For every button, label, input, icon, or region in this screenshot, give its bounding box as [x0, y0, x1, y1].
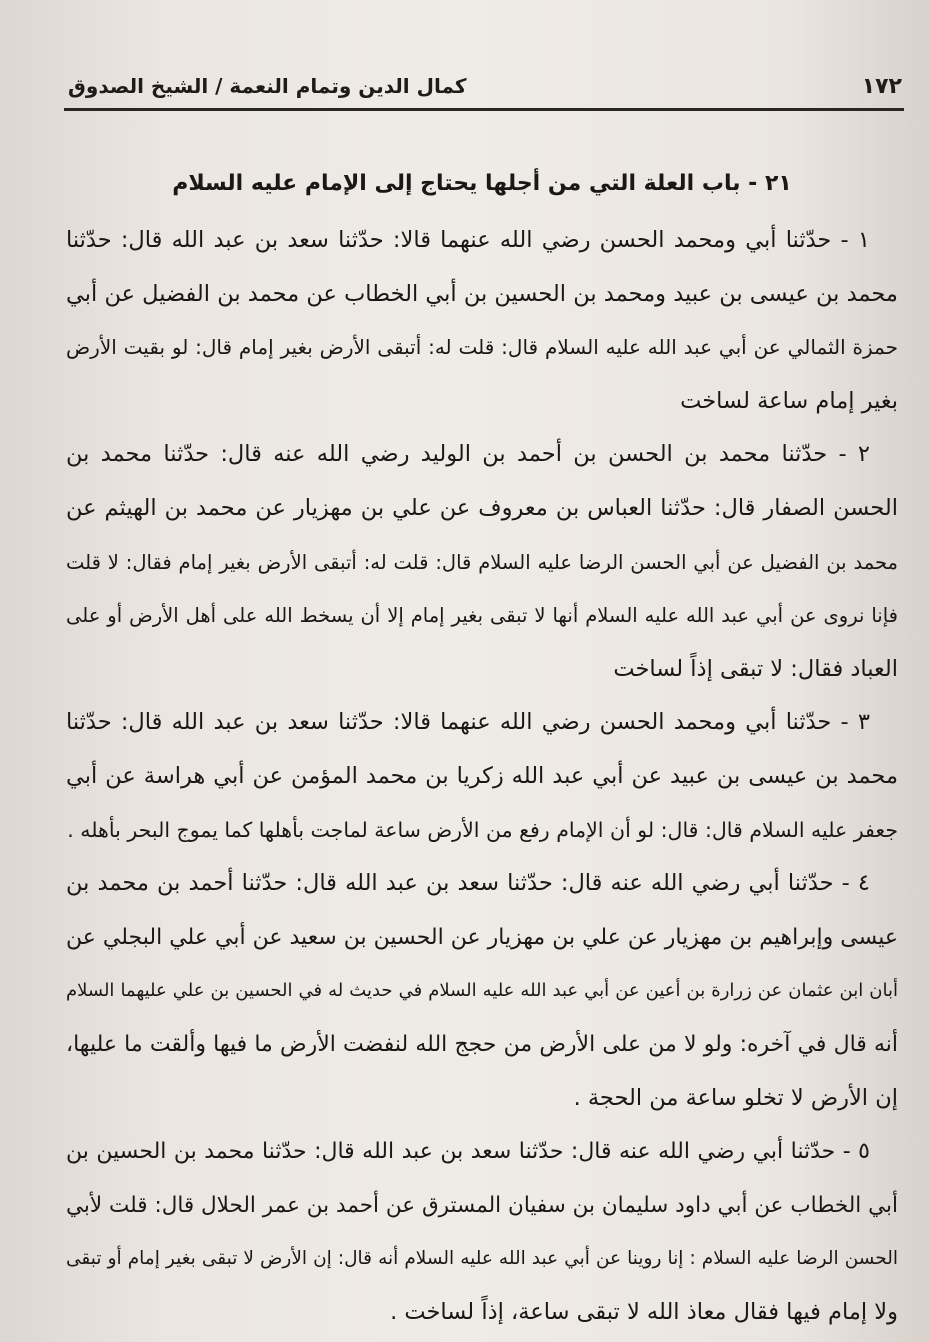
text-line: إن الأرض لا تخلو ساعة من الحجة .: [573, 1084, 898, 1111]
text-line: ٤ - حدّثنا أبي رضي الله عنه قال: حدّثنا سعد بن عبد الله قال: حدّثنا أحمد بن محمد بن: [66, 870, 870, 897]
text-line: ٥ - حدّثنا أبي رضي الله عنه قال: حدّثنا سعد بن عبد الله قال: حدّثنا محمد بن الحسين بن: [66, 1139, 870, 1165]
text-line: محمد بن عيسى بن عبيد عن أبي عبد الله زكريا بن محمد المؤمن عن أبي هراسة عن أبي: [66, 762, 898, 789]
text-line: أنه قال في آخره: ولو لا من على الأرض من حجج الله لنفضت الأرض ما فيها وألقت ما عليها،: [66, 1031, 898, 1057]
text-line: محمد بن الفضيل عن أبي الحسن الرضا عليه السلام قال: قلت له: أتبقى الأرض بغير إمام فقال: لا قلت: [66, 550, 898, 574]
page-body: [66, 160, 898, 1339]
text-line: أبي الخطاب عن أبي داود سليمان بن سفيان المسترق عن أحمد بن عمر الحلال قال: قلت لأبي: [66, 1192, 898, 1218]
running-title: كمال الدين وتمام النعمة / الشيخ الصدوق: [68, 74, 467, 98]
text-line: ٢ - حدّثنا محمد بن الحسن بن أحمد بن الوليد رضي الله عنه قال: حدّثنا محمد بن: [66, 441, 870, 468]
text-line: عيسى وإبراهيم بن مهزيار عن علي بن مهزيار عن الحسين بن سعيد عن أبي علي البجلي عن: [66, 924, 898, 950]
text-line: حمزة الثمالي عن أبي عبد الله عليه السلام قال: قلت له: أتبقى الأرض بغير إمام قال: لو بقيت الأرض: [66, 335, 898, 360]
text-line: الحسن الرضا عليه السلام : إنا روينا عن أبي عبد الله عليه السلام أنه قال: إن الأرض لا تبقى بغير إمام أو تبقى: [66, 1248, 898, 1270]
text-line: بغير إمام ساعة لساخت: [680, 387, 898, 414]
hadith-4: [66, 857, 898, 1125]
text-line: جعفر عليه السلام قال: قال: لو أن الإمام رفع من الأرض ساعة لماجت بأهلها كما يموج البحر بأهله .: [67, 817, 898, 842]
page-number: ١٧٢: [861, 74, 902, 99]
hadith-2: [66, 428, 898, 696]
text-line: ولا إمام فيها فقال معاذ الله لا تبقى ساعة، إذاً لساخت .: [390, 1298, 898, 1325]
text-line: العباد فقال: لا تبقى إذاً لساخت: [613, 655, 898, 682]
text-line: ١ - حدّثنا أبي ومحمد الحسن رضي الله عنهما قالا: حدّثنا سعد بن عبد الله قال: حدّثنا: [66, 227, 870, 253]
text-line: فإنا نروى عن أبي عبد الله عليه السلام أنها لا تبقى بغير إمام إلا أن يسخط الله على أهل الأرض أو على: [66, 604, 898, 628]
hadith-3: [66, 696, 898, 857]
text-line: ٣ - حدّثنا أبي ومحمد الحسن رضي الله عنهما قالا: حدّثنا سعد بن عبد الله قال: حدّثنا: [66, 709, 870, 736]
hadith-5: [66, 1125, 898, 1339]
text-line: محمد بن عيسى بن عبيد ومحمد بن الحسين بن أبي الخطاب عن محمد بن الفضيل عن أبي: [66, 280, 898, 307]
page-header: [64, 72, 904, 111]
text-line: الحسن الصفار قال: حدّثنا العباس بن معروف عن علي بن مهزيار عن محمد بن الهيثم عن: [66, 494, 898, 521]
text-line: أبان ابن عثمان عن زرارة بن أعين عن أبي عبد الله عليه السلام في حديث له في الحسين بن علي عليهما السلام: [66, 980, 898, 1002]
hadith-1: [66, 214, 898, 428]
chapter-title: ٢١ - باب العلة التي من أجلها يحتاج إلى الإمام عليه السلام: [172, 171, 792, 196]
